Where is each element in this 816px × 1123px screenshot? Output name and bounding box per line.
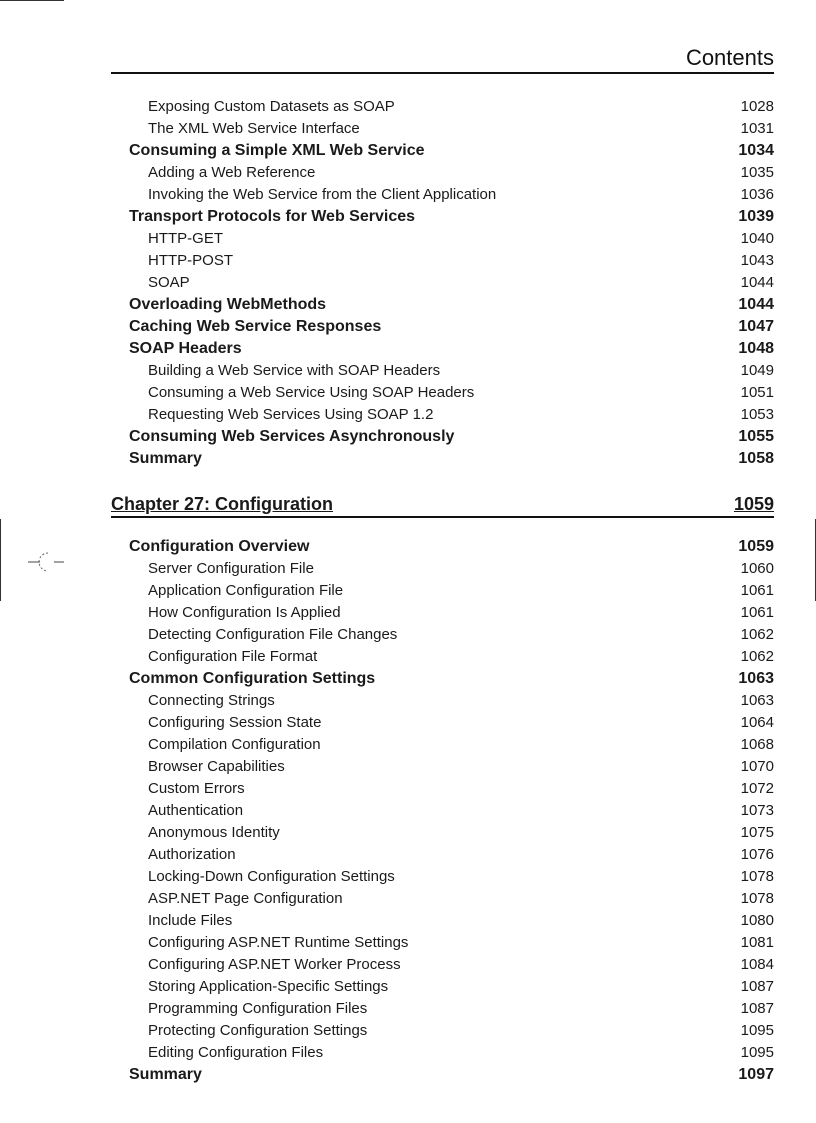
- toc-subsection-entry[interactable]: [111, 932, 774, 954]
- running-head: Contents: [685, 45, 774, 70]
- toc-list-chapter-27: [111, 536, 774, 1086]
- toc-entry-page: 1039: [738, 208, 774, 225]
- toc-entry-page: 1058: [738, 450, 774, 467]
- toc-subsection-entry[interactable]: [111, 250, 774, 272]
- crop-mark-top: [0, 0, 64, 1]
- toc-subsection-entry[interactable]: [111, 162, 774, 184]
- toc-entry-page: 1075: [740, 824, 774, 841]
- toc-section-entry[interactable]: [111, 206, 774, 228]
- toc-entry-page: 1063: [738, 670, 774, 687]
- toc-subsection-entry[interactable]: [111, 360, 774, 382]
- toc-entry-page: 1080: [740, 912, 774, 929]
- toc-subsection-entry[interactable]: [111, 1042, 774, 1064]
- toc-entry-title: Include Files: [148, 912, 233, 929]
- toc-entry-page: 1072: [740, 780, 774, 797]
- toc-entry-page: 1049: [740, 362, 774, 379]
- toc-entry-page: 1063: [740, 692, 774, 709]
- toc-entry-title: How Configuration Is Applied: [148, 604, 341, 621]
- toc-subsection-entry[interactable]: [111, 624, 774, 646]
- toc-entry-page: 1044: [740, 274, 774, 291]
- toc-entry-page: 1043: [740, 252, 774, 269]
- toc-section-entry[interactable]: [111, 140, 774, 162]
- toc-entry-page: 1068: [740, 736, 774, 753]
- toc-entry-page: 1034: [738, 142, 774, 159]
- toc-entry-title: Adding a Web Reference: [148, 164, 316, 181]
- toc-entry-page: 1048: [738, 340, 774, 357]
- toc-entry-title: Requesting Web Services Using SOAP 1.2: [148, 406, 434, 423]
- toc-subsection-entry[interactable]: [111, 800, 774, 822]
- toc-subsection-entry[interactable]: [111, 888, 774, 910]
- toc-entry-title: Building a Web Service with SOAP Headers: [148, 362, 441, 379]
- toc-entry-page: 1040: [740, 230, 774, 247]
- toc-section-entry[interactable]: [111, 426, 774, 448]
- toc-entry-title: Detecting Configuration File Changes: [148, 626, 398, 643]
- toc-subsection-entry[interactable]: [111, 998, 774, 1020]
- toc-section-entry[interactable]: [111, 294, 774, 316]
- toc-entry-title: Invoking the Web Service from the Client Application: [148, 186, 497, 203]
- toc-entry-page: 1078: [740, 868, 774, 885]
- toc-entry-title: Application Configuration File: [148, 582, 344, 599]
- toc-section-entry[interactable]: [111, 448, 774, 470]
- toc-entry-page: 1059: [738, 538, 774, 555]
- toc-subsection-entry[interactable]: [111, 272, 774, 294]
- toc-entry-title: Overloading WebMethods: [129, 296, 327, 313]
- toc-entry-title: Compilation Configuration: [148, 736, 321, 753]
- toc-entry-page: 1044: [738, 296, 774, 313]
- toc-entry-page: 1062: [740, 626, 774, 643]
- toc-entry-page: 1064: [740, 714, 774, 731]
- toc-entry-title: Configuration Overview: [129, 538, 310, 555]
- toc-subsection-entry[interactable]: [111, 184, 774, 206]
- toc-entry-title: Configuring ASP.NET Runtime Settings: [148, 934, 409, 951]
- toc-entry-title: Summary: [129, 450, 202, 467]
- toc-entry-title: Storing Application-Specific Settings: [148, 978, 389, 995]
- crop-mark-left: [0, 519, 1, 601]
- toc-subsection-entry[interactable]: [111, 602, 774, 624]
- toc-subsection-entry[interactable]: [111, 558, 774, 580]
- toc-entry-title: HTTP-POST: [148, 252, 233, 269]
- toc-entry-page: 1097: [738, 1066, 774, 1083]
- toc-subsection-entry[interactable]: [111, 976, 774, 998]
- toc-entry-page: 1035: [740, 164, 774, 181]
- toc-entry-page: 1028: [740, 98, 774, 115]
- toc-entry-title: Summary: [129, 1066, 202, 1083]
- toc-subsection-entry[interactable]: [111, 910, 774, 932]
- toc-entry-title: Connecting Strings: [148, 692, 275, 709]
- toc-entry-title: Locking-Down Configuration Settings: [148, 868, 395, 885]
- toc-entry-title: Anonymous Identity: [148, 824, 280, 841]
- toc-subsection-entry[interactable]: [111, 690, 774, 712]
- toc-entry-page: 1081: [740, 934, 774, 951]
- toc-entry-title: Protecting Configuration Settings: [148, 1022, 368, 1039]
- toc-subsection-entry[interactable]: [111, 404, 774, 426]
- toc-subsection-entry[interactable]: [111, 96, 774, 118]
- chapter-page: 1059: [733, 494, 774, 514]
- registration-mark-icon: [26, 550, 66, 574]
- toc-entry-title: Common Configuration Settings: [129, 670, 376, 687]
- toc-entry-title: Configuration File Format: [148, 648, 318, 665]
- toc-entry-title: Programming Configuration Files: [148, 1000, 368, 1017]
- toc-entry-title: Configuring ASP.NET Worker Process: [148, 956, 401, 973]
- toc-entry-title: Caching Web Service Responses: [129, 318, 382, 335]
- toc-entry-title: Server Configuration File: [148, 560, 314, 577]
- toc-subsection-entry[interactable]: [111, 580, 774, 602]
- toc-subsection-entry[interactable]: [111, 1020, 774, 1042]
- toc-subsection-entry[interactable]: [111, 954, 774, 976]
- toc-entry-title: Browser Capabilities: [148, 758, 285, 775]
- toc-entry-title: SOAP: [148, 274, 190, 291]
- toc-entry-title: The XML Web Service Interface: [148, 120, 360, 137]
- toc-entry-page: 1053: [740, 406, 774, 423]
- toc-entry-page: 1047: [738, 318, 774, 335]
- toc-entry-page: 1061: [740, 582, 774, 599]
- toc-subsection-entry[interactable]: [111, 118, 774, 140]
- toc-entry-page: 1070: [740, 758, 774, 775]
- toc-entry-title: Authentication: [148, 802, 244, 819]
- toc-subsection-entry[interactable]: [111, 382, 774, 404]
- toc-subsection-entry[interactable]: [111, 228, 774, 250]
- header-rule: [111, 72, 774, 74]
- toc-entry-page: 1076: [740, 846, 774, 863]
- toc-entry-title: Authorization: [148, 846, 236, 863]
- toc-subsection-entry[interactable]: [111, 646, 774, 668]
- toc-entry-page: 1060: [740, 560, 774, 577]
- toc-entry-page: 1036: [740, 186, 774, 203]
- toc-entry-title: Transport Protocols for Web Services: [129, 208, 416, 225]
- toc-subsection-entry[interactable]: [111, 866, 774, 888]
- toc-entry-page: 1055: [738, 428, 774, 445]
- toc-section-entry[interactable]: [111, 668, 774, 690]
- toc-subsection-entry[interactable]: [111, 822, 774, 844]
- toc-section-entry[interactable]: [111, 536, 774, 558]
- toc-entry-page: 1087: [740, 978, 774, 995]
- toc-subsection-entry[interactable]: [111, 778, 774, 800]
- toc-entry-page: 1031: [740, 120, 774, 137]
- toc-entry-page: 1084: [740, 956, 774, 973]
- toc-subsection-entry[interactable]: [111, 712, 774, 734]
- toc-subsection-entry[interactable]: [111, 844, 774, 866]
- chapter-heading[interactable]: [111, 492, 774, 518]
- toc-entry-page: 1095: [740, 1044, 774, 1061]
- toc-entry-title: Custom Errors: [148, 780, 245, 797]
- toc-entry-page: 1062: [740, 648, 774, 665]
- toc-entry-page: 1073: [740, 802, 774, 819]
- table-of-contents: [111, 96, 774, 1086]
- toc-entry-title: HTTP-GET: [148, 230, 223, 247]
- toc-entry-page: 1061: [740, 604, 774, 621]
- toc-entry-title: Consuming a Web Service Using SOAP Headers: [148, 384, 475, 401]
- toc-entry-page: 1095: [740, 1022, 774, 1039]
- toc-entry-page: 1087: [740, 1000, 774, 1017]
- toc-entry-page: 1051: [740, 384, 774, 401]
- toc-entry-title: Editing Configuration Files: [148, 1044, 324, 1061]
- toc-entry-title: Exposing Custom Datasets as SOAP: [148, 98, 395, 115]
- toc-entry-title: ASP.NET Page Configuration: [148, 890, 343, 907]
- toc-list-chapter-26: [111, 96, 774, 470]
- toc-section-entry[interactable]: [111, 316, 774, 338]
- chapter-title: Chapter 27: Configuration: [111, 494, 334, 514]
- toc-entry-title: Consuming a Simple XML Web Service: [129, 142, 425, 159]
- toc-section-entry[interactable]: [111, 338, 774, 360]
- toc-entry-page: 1078: [740, 890, 774, 907]
- toc-section-entry[interactable]: [111, 1064, 774, 1086]
- toc-subsection-entry[interactable]: [111, 756, 774, 778]
- toc-entry-title: Configuring Session State: [148, 714, 322, 731]
- toc-subsection-entry[interactable]: [111, 734, 774, 756]
- toc-entry-title: Consuming Web Services Asynchronously: [129, 428, 455, 445]
- toc-entry-title: SOAP Headers: [129, 340, 242, 357]
